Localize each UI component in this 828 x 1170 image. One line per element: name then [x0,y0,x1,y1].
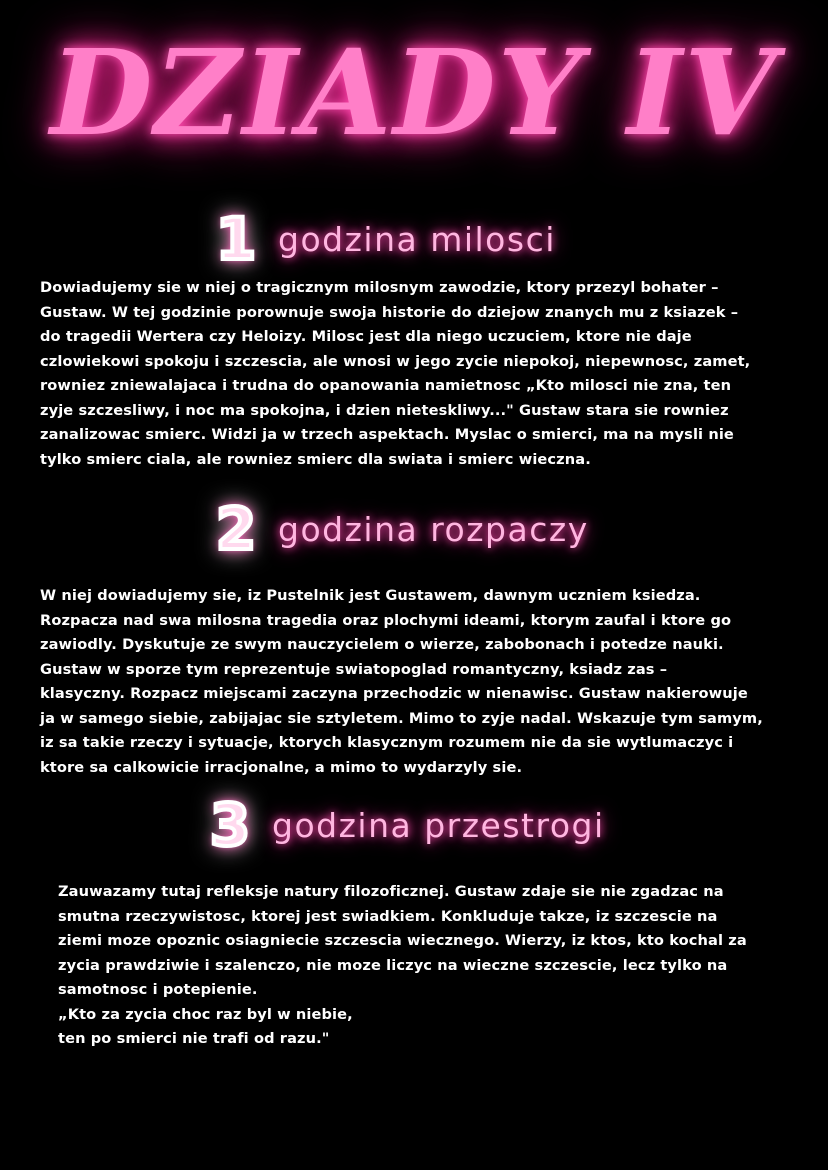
section-1-title: godzina milosci [278,219,556,259]
text-line: rowniez zniewalajaca i trudna do opanowania namietnosc „Kto milosci nie zna, ten [40,377,732,394]
section-2-heading [212,495,589,563]
text-line: Zauwazamy tutaj refleksje natury filozoficznej. Gustaw zdaje sie nie zgadzac na [58,883,724,900]
text-line: smutna rzeczywistosc, ktorej jest swiadkiem. Konkluduje takze, iz szczescie na [58,907,718,925]
section-3-number: 3 [209,791,251,859]
section-2-paragraph [40,584,763,780]
text-line: Gustaw w sporze tym reprezentuje swiatopoglad romantyczny, ksiadz zas – [40,660,668,678]
text-line: zanalizowac smierc. Widzi ja w trzech aspektach. Myslac o smierci, ma na mysli nie [40,426,734,443]
text-line: ziemi moze opoznic osiagniecie szczescia wiecznego. Wierzy, iz ktos, kto kochal za [58,932,747,949]
text-line: klasyczny. Rozpacz miejscami zaczyna przechodzic w nienawisc. Gustaw nakierowuje [40,685,748,702]
quote-line: „Kto za zycia choc raz byl w niebie, [58,1005,353,1023]
section-1-number: 1 [215,205,257,273]
text-line: Dowiadujemy sie w niej o tragicznym milosnym zawodzie, ktory przezyl bohater – [40,279,719,296]
text-line: ja w samego siebie, zabijajac sie sztyletem. Mimo to zyje nadal. Wskazuje tym samym, [40,709,763,727]
text-line: zyje szczesliwy, i noc ma spokojna, i dzien nieteskliwy..." Gustaw stara sie rowniez [40,401,729,419]
page-title: DZIADY IV [50,23,778,162]
section-3-heading [206,791,605,859]
text-line: Rozpacza nad swa milosna tragedia oraz plochymi ideami, ktorym zaufal i ktore go [40,611,732,629]
section-3-title: godzina przestrogi [272,805,605,845]
section-1-heading [212,205,556,273]
text-line: W niej dowiadujemy sie, iz Pustelnik jest Gustawem, dawnym uczniem ksiedza. [40,587,701,604]
section-2-number: 2 [215,495,257,563]
text-line: iz sa takie rzeczy i sytuacje, ktorych klasycznym rozumem nie da sie wytlumaczyc i [40,734,734,751]
text-line: zawiodly. Dyskutuje ze swym nauczycielem o wierze, zabobonach i potedze nauki. [40,636,724,653]
quote-line: ten po smierci nie trafi od razu." [58,1030,330,1047]
text-line: czlowiekowi spokoju i szczescia, ale wnosi w jego zycie niepokoj, niepewnosc, zamet, [40,352,751,370]
text-line: samotnosc i potepienie. [58,981,258,998]
text-line: tylko smierc ciala, ale rowniez smierc dla swiata i smierc wieczna. [40,450,591,468]
text-line: Gustaw. W tej godzinie porownuje swoja historie do dziejow znanych mu z ksiazek – [40,303,739,321]
text-line: ktore sa calkowicie irracjonalne, a mimo to wydarzyly sie. [40,758,523,776]
section-2-title: godzina rozpaczy [278,509,589,549]
section-3-paragraph [58,880,747,1052]
section-1-paragraph [40,276,750,472]
text-line: zycia prawdziwie i szalenczo, nie moze liczyc na wieczne szczescie, lecz tylko na [58,956,728,974]
text-line: do tragedii Wertera czy Heloizy. Milosc jest dla niego uczuciem, ktore nie daje [40,328,692,345]
